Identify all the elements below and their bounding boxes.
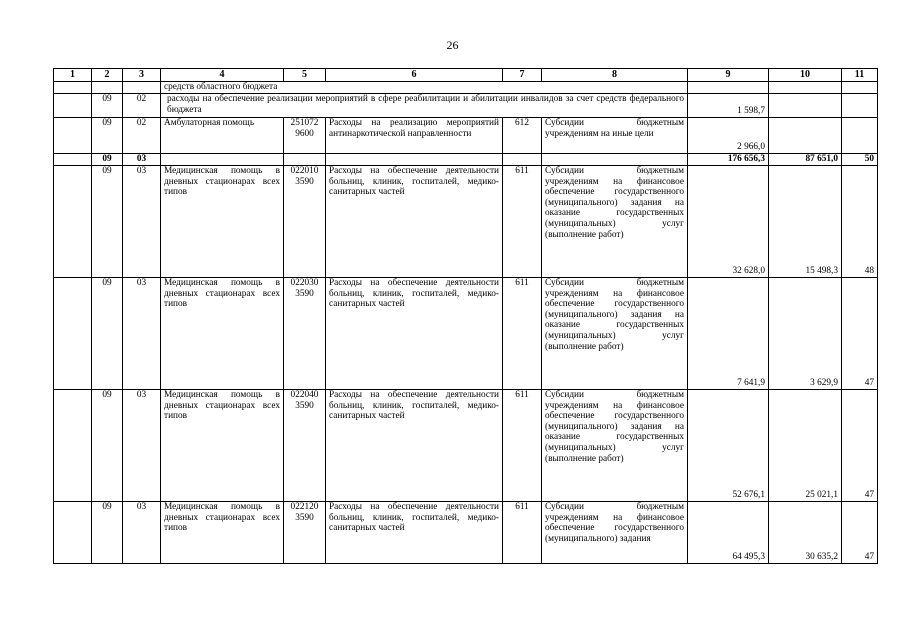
column-header-9: 9 xyxy=(688,69,769,82)
cell-amount-actual: 3 629,9 xyxy=(769,278,842,390)
cell-amount-actual: 25 021,1 xyxy=(769,390,842,502)
cell-expense-description: Расходы на обеспечение деятельности больниц, клиник, госпиталей, медико-санитарных частей xyxy=(326,502,503,564)
cell-continuation-text: средств областного бюджета xyxy=(161,82,688,94)
cell-expense-type xyxy=(503,154,542,166)
cell-amount-actual: 87 651,0 xyxy=(769,154,842,166)
table-row xyxy=(54,94,878,118)
cell-activity xyxy=(161,154,284,166)
header-row xyxy=(54,69,878,82)
cell-expense-type-description xyxy=(542,154,688,166)
cell-amount-plan: 2 966,0 xyxy=(688,118,769,154)
cell-amount-actual: 15 498,3 xyxy=(769,166,842,278)
column-header-4: 4 xyxy=(161,69,284,82)
budget-table xyxy=(53,68,878,564)
cell-amount-actual xyxy=(769,118,842,154)
column-header-10: 10 xyxy=(769,69,842,82)
cell-subsection: 03 xyxy=(123,166,161,278)
cell-code-1 xyxy=(54,166,92,278)
column-header-6: 6 xyxy=(326,69,503,82)
cell-amount-actual xyxy=(769,82,842,94)
cell-section: 09 xyxy=(92,154,123,166)
cell-expense-description xyxy=(326,154,503,166)
table-row xyxy=(54,166,878,278)
cell-amount-plan: 1 598,7 xyxy=(688,94,769,118)
cell-activity: Медицинская помощь в дневных стационарах всех типов xyxy=(161,166,284,278)
cell-subsection: 02 xyxy=(123,94,161,118)
column-header-5: 5 xyxy=(284,69,326,82)
page-number: 26 xyxy=(446,38,459,52)
cell-amount-plan: 32 628,0 xyxy=(688,166,769,278)
cell-code-1 xyxy=(54,118,92,154)
cell-target-code: 022010 3590 xyxy=(284,166,326,278)
column-header-1: 1 xyxy=(54,69,92,82)
cell-section: 09 xyxy=(92,94,123,118)
cell-section xyxy=(92,82,123,94)
cell-percent xyxy=(842,82,878,94)
cell-subsection: 03 xyxy=(123,502,161,564)
cell-expense-type-description: Субсидии бюджетным учреждениям на финансовое обеспечение государственного (муниципального) задания на оказание государственных (муниципальных) услуг (выполнение работ) xyxy=(542,390,688,502)
subtotal-row xyxy=(54,154,878,166)
cell-amount-actual xyxy=(769,94,842,118)
cell-code-1 xyxy=(54,94,92,118)
cell-target-code: 251072 9600 xyxy=(284,118,326,154)
cell-target-code xyxy=(284,154,326,166)
cell-target-code: 022120 3590 xyxy=(284,502,326,564)
cell-percent: 48 xyxy=(842,166,878,278)
table-row xyxy=(54,82,878,94)
cell-percent xyxy=(842,118,878,154)
column-header-11: 11 xyxy=(842,69,878,82)
cell-span-description: расходы на обеспечение реализации мероприятий в сфере реабилитации и абилитации инвалидов за счет средств федерального бюджета xyxy=(161,94,688,118)
cell-percent xyxy=(842,94,878,118)
cell-section: 09 xyxy=(92,278,123,390)
cell-activity: Амбулаторная помощь xyxy=(161,118,284,154)
cell-expense-type: 611 xyxy=(503,502,542,564)
cell-amount-plan: 64 495,3 xyxy=(688,502,769,564)
cell-amount-plan xyxy=(688,82,769,94)
cell-subsection: 03 xyxy=(123,390,161,502)
column-header-3: 3 xyxy=(123,69,161,82)
cell-code-1 xyxy=(54,82,92,94)
cell-expense-type: 611 xyxy=(503,278,542,390)
cell-target-code: 022030 3590 xyxy=(284,278,326,390)
cell-amount-actual: 30 635,2 xyxy=(769,502,842,564)
cell-subsection: 03 xyxy=(123,154,161,166)
table-row xyxy=(54,502,878,564)
cell-percent: 50 xyxy=(842,154,878,166)
cell-amount-plan: 176 656,3 xyxy=(688,154,769,166)
cell-expense-description: Расходы на реализацию мероприятий антинаркотической направленности xyxy=(326,118,503,154)
cell-code-1 xyxy=(54,502,92,564)
cell-target-code: 022040 3590 xyxy=(284,390,326,502)
cell-code-1 xyxy=(54,278,92,390)
cell-expense-type-description: Субсидии бюджетным учреждениям на финансовое обеспечение государственного (муниципального) задания xyxy=(542,502,688,564)
cell-expense-type: 611 xyxy=(503,390,542,502)
cell-section: 09 xyxy=(92,502,123,564)
cell-expense-type: 612 xyxy=(503,118,542,154)
cell-amount-plan: 7 641,9 xyxy=(688,278,769,390)
cell-expense-type-description: Субсидии бюджетным учреждениям на финансовое обеспечение государственного (муниципального) задания на оказание государственных (муниципальных) услуг (выполнение работ) xyxy=(542,278,688,390)
cell-expense-description: Расходы на обеспечение деятельности больниц, клиник, госпиталей, медико-санитарных частей xyxy=(326,278,503,390)
cell-subsection xyxy=(123,82,161,94)
cell-percent: 47 xyxy=(842,390,878,502)
cell-expense-type-description: Субсидии бюджетным учреждениям на финансовое обеспечение государственного (муниципального) задания на оказание государственных (муниципальных) услуг (выполнение работ) xyxy=(542,166,688,278)
column-header-2: 2 xyxy=(92,69,123,82)
cell-expense-type: 611 xyxy=(503,166,542,278)
cell-expense-description: Расходы на обеспечение деятельности больниц, клиник, госпиталей, медико-санитарных частей xyxy=(326,390,503,502)
table-row xyxy=(54,390,878,502)
cell-section: 09 xyxy=(92,390,123,502)
cell-code-1 xyxy=(54,154,92,166)
cell-subsection: 02 xyxy=(123,118,161,154)
cell-expense-type-description: Субсидии бюджетным учреждениям на иные цели xyxy=(542,118,688,154)
cell-activity: Медицинская помощь в дневных стационарах всех типов xyxy=(161,502,284,564)
column-header-7: 7 xyxy=(503,69,542,82)
cell-percent: 47 xyxy=(842,502,878,564)
cell-activity: Медицинская помощь в дневных стационарах всех типов xyxy=(161,278,284,390)
cell-code-1 xyxy=(54,390,92,502)
cell-section: 09 xyxy=(92,118,123,154)
cell-percent: 47 xyxy=(842,278,878,390)
table-row xyxy=(54,278,878,390)
table-row xyxy=(54,118,878,154)
cell-section: 09 xyxy=(92,166,123,278)
cell-amount-plan: 52 676,1 xyxy=(688,390,769,502)
column-header-8: 8 xyxy=(542,69,688,82)
cell-subsection: 03 xyxy=(123,278,161,390)
cell-activity: Медицинская помощь в дневных стационарах всех типов xyxy=(161,390,284,502)
cell-expense-description: Расходы на обеспечение деятельности больниц, клиник, госпиталей, медико-санитарных частей xyxy=(326,166,503,278)
